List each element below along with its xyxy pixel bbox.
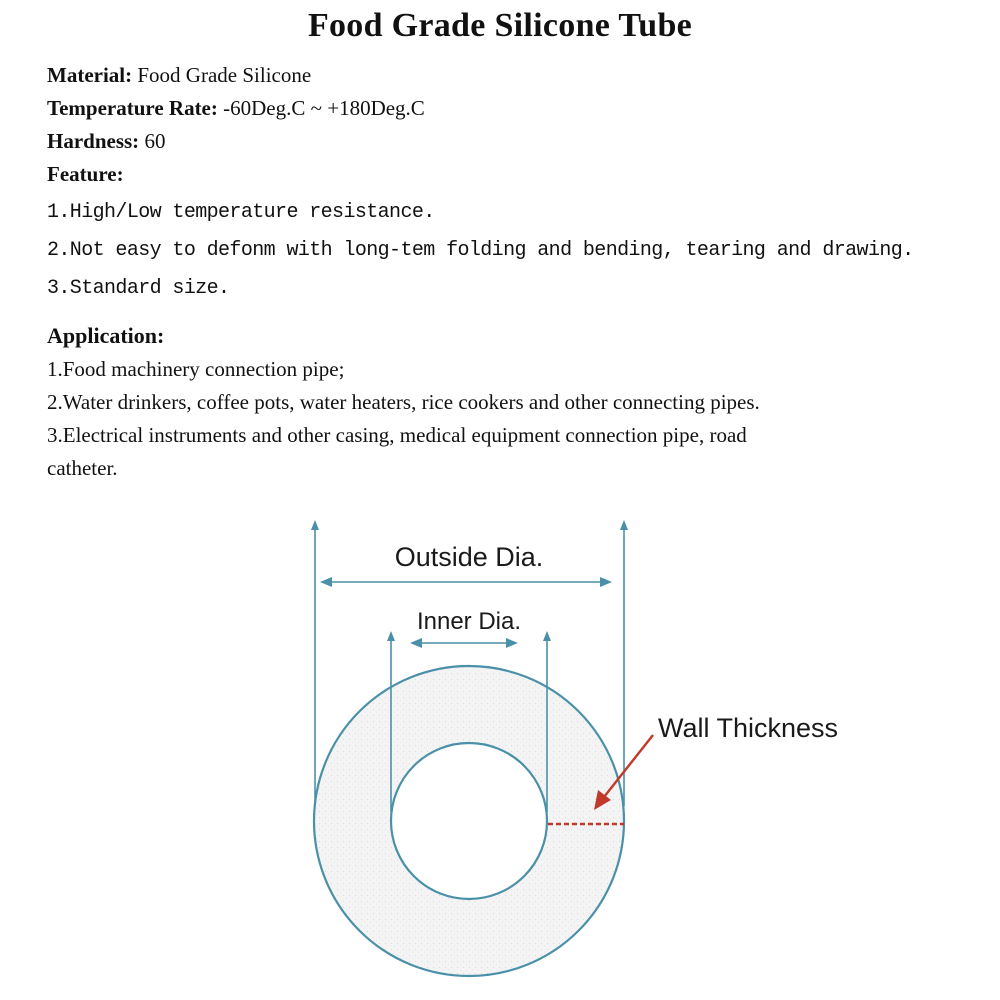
application-item: 3.Electrical instruments and other casing, medical equipment connection pipe, road — [47, 423, 747, 447]
arrow-left-icon — [410, 638, 422, 648]
application-item: 2.Water drinkers, coffee pots, water heaters, rice cookers and other connecting pipes. — [47, 390, 760, 414]
application-item: catheter. — [47, 456, 118, 480]
feature-item: 3.Standard size. — [47, 277, 230, 300]
arrow-up-icon — [387, 631, 395, 641]
feature-label: Feature: — [47, 162, 124, 186]
temperature-label: Temperature Rate: — [47, 96, 218, 120]
hardness-label: Hardness: — [47, 129, 140, 153]
hardness-value: 60 — [144, 129, 166, 153]
arrow-up-icon — [311, 520, 319, 530]
arrow-right-icon — [506, 638, 518, 648]
tube-inner-circle — [391, 743, 547, 899]
arrow-up-icon — [620, 520, 628, 530]
application-item: 1.Food machinery connection pipe; — [47, 357, 345, 381]
arrow-up-icon — [543, 631, 551, 641]
arrow-left-icon — [320, 577, 332, 587]
application-heading: Application: — [47, 323, 165, 348]
feature-item: 2.Not easy to defonm with long-tem folding and bending, tearing and drawing. — [47, 239, 914, 262]
material-value: Food Grade Silicone — [137, 63, 312, 87]
arrow-right-icon — [600, 577, 612, 587]
outside-diameter-label: Outside Dia. — [394, 542, 544, 572]
inner-diameter-label: Inner Dia. — [416, 608, 522, 635]
wall-thickness-label: Wall Thickness — [658, 713, 839, 743]
page-title: Food Grade Silicone Tube — [307, 7, 693, 44]
temperature-value: -60Deg.C ~ +180Deg.C — [223, 96, 425, 120]
material-label: Material: — [47, 63, 133, 87]
feature-item: 1.High/Low temperature resistance. — [47, 201, 435, 224]
